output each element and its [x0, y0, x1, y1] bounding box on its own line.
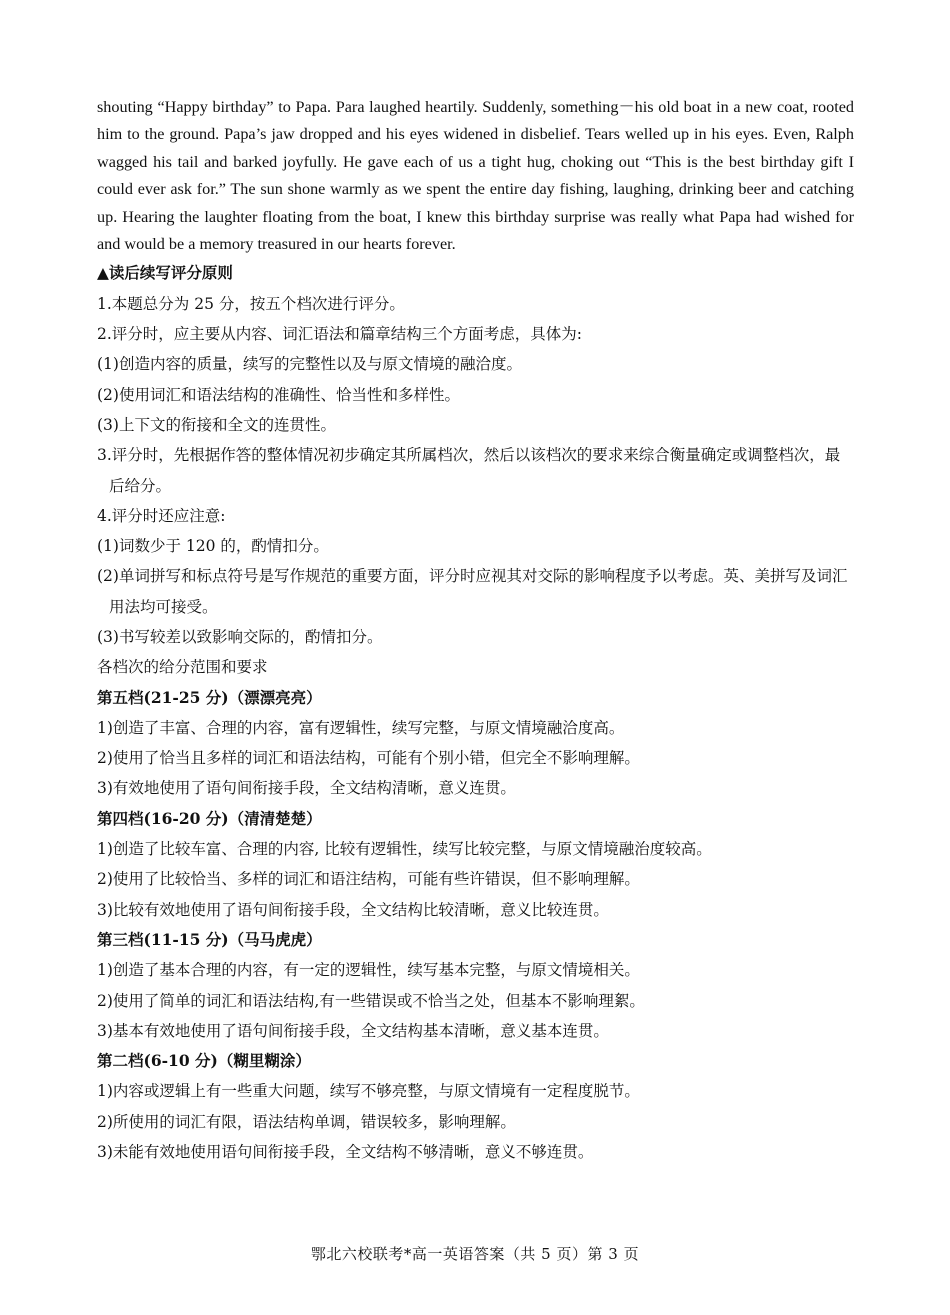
grade-2-title: 第二档(6-10 分)（糊里糊涂）	[97, 1051, 311, 1071]
ranges-title: 各档次的给分范围和要求	[97, 658, 268, 677]
grade-5-item: 1)创造了丰富、合理的内容，富有逻辑性，续写完整，与原文情境融洽度高。	[97, 718, 625, 737]
grade-3-item: 2)使用了简单的词汇和语法结构,有一些错误或不恰当之处，但基本不影响理絮。	[97, 991, 645, 1010]
principle-item-4b: (2)单词拼写和标点符号是写作规范的重要方面，评分时应视其对交际的影响程度予以考虑。英、美拼写及词汇用法均可接受。	[97, 567, 848, 616]
grade-5-title: 第五档(21-25 分)（漂漂亮亮）	[97, 687, 322, 707]
grade-5-item: 2)使用了恰当且多样的词汇和语法结构，可能有个别小错，但完全不影响理解。	[97, 749, 640, 768]
principle-item-1: 1.本题总分为 25 分，按五个档次进行评分。	[97, 294, 405, 313]
principle-item-2b: (2)使用词汇和语法结构的准确性、恰当性和多样性。	[97, 385, 460, 404]
grade-4-item: 3)比较有效地使用了语句间衔接手段，全文结构比较清晰，意义比较连贯。	[97, 900, 609, 919]
page-footer: 鄂北六校联考*高一英语答案（共 5 页）第 3 页	[310, 1245, 640, 1263]
page-content	[97, 94, 854, 1167]
grade-3-item: 1)创造了基本合理的内容，有一定的逻辑性，续写基本完整，与原文情境相关。	[97, 961, 640, 980]
grade-3-item: 3)基本有效地使用了语句间衔接手段，全文结构基本清晰，意义基本连贯。	[97, 1021, 609, 1040]
grade-2-item: 2)所使用的词汇有限，语法结构单调，错误较多，影响理解。	[97, 1112, 516, 1131]
grade-4-item: 2)使用了比较恰当、多样的词汇和语注结构，可能有些许错误，但不影响理解。	[97, 870, 640, 889]
story-paragraph: shouting “Happy birthday” to Papa. Para laughed heartily. Suddenly, something－his old boat in a new coat, rooted him to the ground. Papa’s jaw dropped and his eyes widened in disbelief. Tears welled up in his eyes. Even, Ralph wagged his tail and barked joyfully. He gave each of us a tight hug, choking out “This is the best birthday gift I could ever ask for.” The sun shone warmly as we spent the entire day fishing, laughing, drinking beer and catching up. Hearing the laughter floating from the boat, I knew this birthday surprise was really what Papa had wished for and would be a memory treasured in our hearts forever.	[97, 98, 854, 254]
grade-5-item: 3)有效地使用了语句间衔接手段，全文结构清晰，意义连贯。	[97, 779, 516, 798]
principle-item-2a: (1)创造内容的质量，续写的完整性以及与原文情境的融洽度。	[97, 355, 522, 374]
grade-4-item: 1)创造了比较车富、合理的内容, 比较有逻辑性，续写比较完整，与原文情境融治度较高。	[97, 840, 712, 859]
principle-item-3: 3.评分时，先根据作答的整体情况初步确定其所属档次，然后以该档次的要求来综合衡量确定或调整档次，最后给分。	[97, 446, 841, 495]
principle-item-2c: (3)上下文的衔接和全文的连贯性。	[97, 415, 336, 434]
principle-item-4a: (1)词数少于 120 的，酌情扣分。	[97, 537, 329, 556]
principle-item-4: 4.评分时还应注意:	[97, 506, 226, 525]
principle-item-2: 2.评分时，应主要从内容、词汇语法和篇章结构三个方面考虑，具体为:	[97, 325, 583, 344]
grade-2-item: 1)内容或逻辑上有一些重大问题，续写不够亮整，与原文情境有一定程度脱节。	[97, 1082, 640, 1101]
principles-heading: ▲读后续写评分原则	[97, 263, 233, 283]
principle-item-4c: (3)书写较差以致影响交际的，酌情扣分。	[97, 628, 383, 646]
grade-3-title: 第三档(11-15 分)（马马虎虎）	[97, 929, 322, 949]
grade-4-title: 第四档(16-20 分)（清清楚楚）	[97, 808, 322, 828]
grade-2-item: 3)未能有效地使用语句间衔接手段，全文结构不够清晰，意义不够连贯。	[97, 1143, 594, 1162]
